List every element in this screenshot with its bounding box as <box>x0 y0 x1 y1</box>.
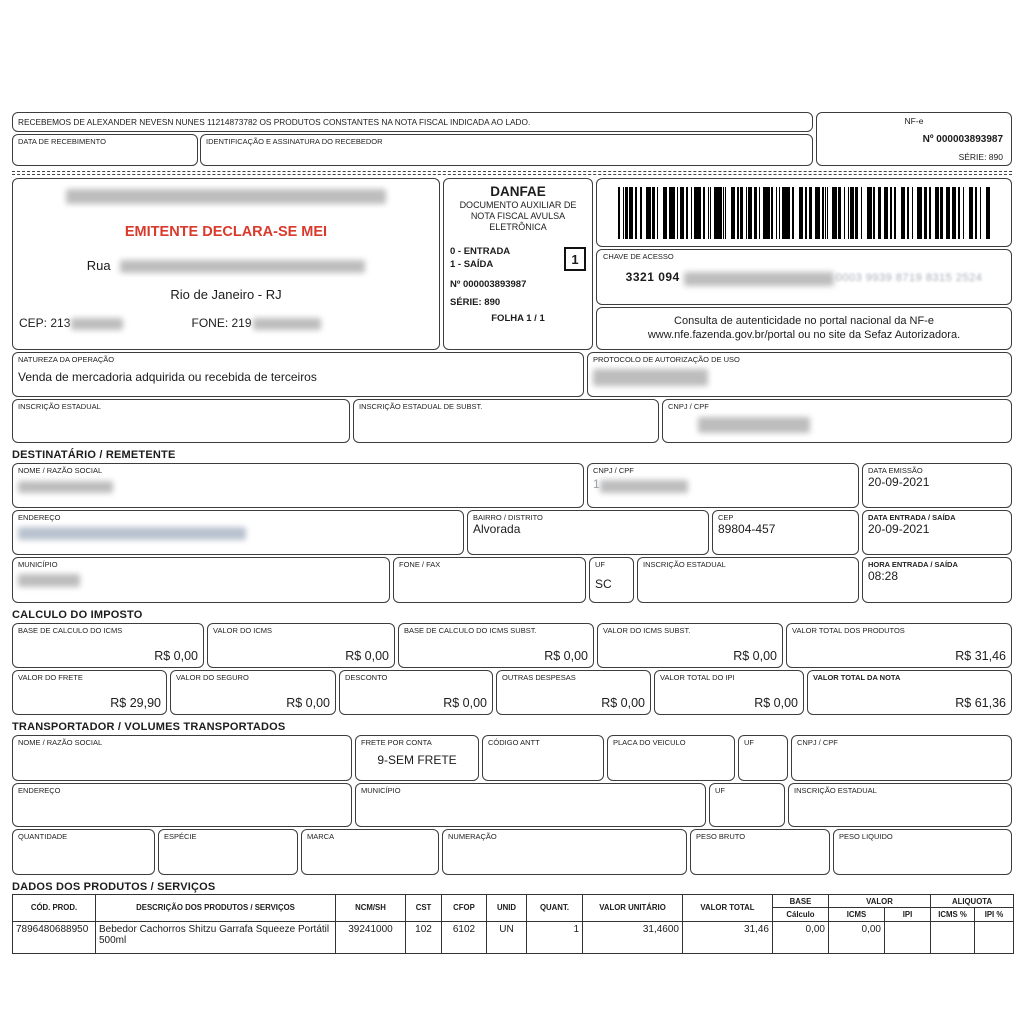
entry-date-value: 20-09-2021 <box>868 522 930 536</box>
issuer-box <box>12 178 440 350</box>
redacted-access-key <box>684 272 834 286</box>
nfe-number: Nº 000003893987 <box>922 133 1003 145</box>
recipient-name-label: NOME / RAZÃO SOCIAL <box>18 466 103 475</box>
product-ncm: 39241000 <box>336 921 406 953</box>
redacted-recipient-name <box>18 481 113 493</box>
carrier-ie-box <box>788 783 1012 827</box>
discount-label: DESCONTO <box>345 673 388 682</box>
col-unit: UNID <box>487 895 527 922</box>
numbering-label: NUMERAÇÃO <box>448 832 497 841</box>
authenticity-note-box <box>596 307 1012 350</box>
operation-nature-value: Venda de mercadoria adquirida ou recebida de terceiros <box>18 370 317 384</box>
col-cst: CST <box>406 895 442 922</box>
carrier-uf-label: UF <box>744 738 754 747</box>
issuer-cep-prefix: CEP: 213 <box>19 316 71 331</box>
icms-subst-base-box <box>398 623 594 668</box>
col-icms: ICMS <box>829 908 885 921</box>
colgroup-base: BASE <box>773 895 829 908</box>
ipi-total-label: VALOR TOTAL DO IPI <box>660 673 735 682</box>
ipi-total-value: R$ 0,00 <box>754 696 798 711</box>
col-description: DESCRIÇÃO DOS PRODUTOS / SERVIÇOS <box>96 895 336 922</box>
redacted-issuer-cep <box>71 318 123 330</box>
product-total-value: 31,46 <box>683 921 773 953</box>
ipi-total-box <box>654 670 804 715</box>
col-ncm: NCM/SH <box>336 895 406 922</box>
discount-value: R$ 0,00 <box>443 696 487 711</box>
gross-weight-box <box>690 829 830 875</box>
colgroup-aliquota: ALIQUOTA <box>931 895 1014 908</box>
tax-section-title: CALCULO DO IMPOSTO <box>12 609 143 621</box>
recipient-ie-box <box>637 557 859 603</box>
issue-date-value: 20-09-2021 <box>868 475 930 489</box>
issuer-phone <box>192 316 434 330</box>
danfe-document <box>12 110 1012 954</box>
product-ipi-pct <box>975 921 1014 953</box>
icms-base-label: BASE DE CALCULO DO ICMS <box>18 626 123 635</box>
entry-time-label: HORA ENTRADA / SAÍDA <box>868 560 958 569</box>
species-label: ESPÉCIE <box>164 832 197 841</box>
col-quantity: QUANT. <box>527 895 583 922</box>
icms-value-value: R$ 0,00 <box>345 649 389 664</box>
product-unit-value: 31,4600 <box>583 921 683 953</box>
uf-label: UF <box>595 560 605 569</box>
danfae-folha: FOLHA 1 / 1 <box>491 313 545 325</box>
net-weight-label: PESO LIQUIDO <box>839 832 893 841</box>
recipient-ie-label: INSCRIÇÃO ESTADUAL <box>643 560 726 569</box>
uf-box <box>589 557 634 603</box>
redacted-issuer-cnpj <box>698 417 810 433</box>
col-ipi: IPI <box>885 908 931 921</box>
header-band <box>12 178 1012 350</box>
carrier-cnpj-box <box>791 735 1012 781</box>
operation-nature-box <box>12 352 584 397</box>
receipt-signature-box <box>200 134 813 166</box>
district-label: BAIRRO / DISTRITO <box>473 513 543 522</box>
recipient-section-title: DESTINATÁRIO / REMETENTE <box>12 449 176 461</box>
recipient-cep-label: CEP <box>718 513 734 522</box>
freight-type-label: FRETE POR CONTA <box>361 738 432 747</box>
carrier-uf2-box <box>709 783 785 827</box>
discount-box <box>339 670 493 715</box>
vehicle-plate-label: PLACA DO VEICULO <box>613 738 686 747</box>
nfe-number-box <box>816 112 1012 166</box>
issuer-mei-declaration: EMITENTE DECLARA-SE MEI <box>124 224 328 240</box>
danfae-box <box>443 178 593 350</box>
carrier-address-label: ENDEREÇO <box>18 786 61 795</box>
redacted-protocol <box>593 369 708 386</box>
receipt-date-label: DATA DE RECEBIMENTO <box>18 137 106 146</box>
carrier-ie-label: INSCRIÇÃO ESTADUAL <box>794 786 877 795</box>
receipt-signature-label: IDENTIFICAÇÃO E ASSINATURA DO RECEBEDOR <box>206 137 383 146</box>
uf-value: SC <box>595 577 612 591</box>
products-total-value: R$ 31,46 <box>955 649 1006 664</box>
freight-value-box <box>12 670 167 715</box>
quantity-label: QUANTIDADE <box>18 832 68 841</box>
insurance-value-box <box>170 670 336 715</box>
col-cfop: CFOP <box>442 895 487 922</box>
municipality-box <box>12 557 390 603</box>
invoice-total-value: R$ 61,36 <box>955 696 1006 711</box>
entry-time-value: 08:28 <box>868 569 899 583</box>
state-registration-label: INSCRIÇÃO ESTADUAL <box>18 402 101 411</box>
access-key-box <box>596 249 1012 305</box>
icms-subst-base-label: BASE DE CALCULO DO ICMS SUBST. <box>404 626 537 635</box>
icms-value-box <box>207 623 395 668</box>
colgroup-valor: VALOR <box>829 895 931 908</box>
carrier-name-label: NOME / RAZÃO SOCIAL <box>18 738 103 747</box>
protocol-box <box>587 352 1012 397</box>
products-total-box <box>786 623 1012 668</box>
col-total-value: VALOR TOTAL <box>683 895 773 922</box>
products-table <box>12 894 1014 954</box>
other-expenses-box <box>496 670 651 715</box>
recipient-cep-box <box>712 510 859 555</box>
recipient-cnpj-box <box>587 463 859 508</box>
icms-subst-value-label: VALOR DO ICMS SUBST. <box>603 626 691 635</box>
product-icms: 0,00 <box>829 921 885 953</box>
product-quantity: 1 <box>527 921 583 953</box>
gross-weight-label: PESO BRUTO <box>696 832 746 841</box>
redacted-recipient-address <box>18 527 246 540</box>
entry-time-box <box>862 557 1012 603</box>
access-key-prefix: 3321 094 <box>625 270 680 284</box>
recipient-address-label: ENDEREÇO <box>18 513 61 522</box>
insurance-value-label: VALOR DO SEGURO <box>176 673 249 682</box>
issue-date-label: DATA EMISSÃO <box>868 466 923 475</box>
entry-date-label: DATA ENTRADA / SAÍDA <box>868 513 956 522</box>
quantity-box <box>12 829 155 875</box>
freight-value-value: R$ 29,90 <box>110 696 161 711</box>
issuer-cnpj-label: CNPJ / CPF <box>668 402 709 411</box>
issuer-cnpj-box <box>662 399 1012 443</box>
issuer-phone-prefix: FONE: 219 <box>191 316 252 331</box>
subst-state-registration-box <box>353 399 659 443</box>
product-row <box>13 921 1014 953</box>
access-key-blurred-tail: 0003 9939 8719 8315 2524 <box>835 272 983 284</box>
phone-fax-box <box>393 557 586 603</box>
antt-code-box <box>482 735 604 781</box>
insurance-value-value: R$ 0,00 <box>286 696 330 711</box>
entry-date-box <box>862 510 1012 555</box>
net-weight-box <box>833 829 1012 875</box>
danfae-serie: SÉRIE: 890 <box>450 297 501 309</box>
receipt-statement: RECEBEMOS DE ALEXANDER NEVESN NUNES 11214873782 OS PRODUTOS CONSTANTES NA NOTA FISCAL INDICADA AO LADO. <box>12 112 813 132</box>
carrier-municipality-label: MUNICÍPIO <box>361 786 401 795</box>
issuer-street-prefix: Rua <box>86 258 111 273</box>
vehicle-plate-box <box>607 735 735 781</box>
nfe-label: NF-e <box>904 116 924 126</box>
freight-value-label: VALOR DO FRETE <box>18 673 83 682</box>
carrier-name-box <box>12 735 352 781</box>
carrier-uf2-label: UF <box>715 786 725 795</box>
product-ipi <box>885 921 931 953</box>
other-expenses-label: OUTRAS DESPESAS <box>502 673 576 682</box>
brand-label: MARCA <box>307 832 335 841</box>
col-base-calc: Cálculo <box>773 908 829 921</box>
recipient-name-box <box>12 463 584 508</box>
species-box <box>158 829 298 875</box>
district-box <box>467 510 709 555</box>
danfae-title: DANFAE <box>490 184 546 199</box>
freight-type-value: 9-SEM FRETE <box>377 753 457 767</box>
operation-nature-label: NATUREZA DA OPERAÇÃO <box>18 355 115 364</box>
phone-fax-label: FONE / FAX <box>399 560 441 569</box>
cut-line <box>12 171 1012 175</box>
recipient-cep-value: 89804-457 <box>718 522 776 536</box>
danfae-number: Nº 000003893987 <box>450 279 527 291</box>
product-code: 7896480688950 <box>13 921 96 953</box>
district-value: Alvorada <box>473 522 521 536</box>
invoice-total-label: VALOR TOTAL DA NOTA <box>813 673 901 682</box>
brand-box <box>301 829 439 875</box>
subst-state-registration-label: INSCRIÇÃO ESTADUAL DE SUBST. <box>359 402 483 411</box>
danfae-subtitle: DOCUMENTO AUXILIAR DE NOTA FISCAL AVULSA ELETRÔNICA <box>459 200 577 232</box>
col-icms-pct: ICMS % <box>931 908 975 921</box>
icms-base-box <box>12 623 204 668</box>
danfae-entrada: 0 - ENTRADA <box>450 246 511 258</box>
invoice-total-box <box>807 670 1012 715</box>
product-base-calc: 0,00 <box>773 921 829 953</box>
carrier-address-box <box>12 783 352 827</box>
col-product-code: CÓD. PROD. <box>13 895 96 922</box>
icms-subst-value-box <box>597 623 783 668</box>
col-ipi-pct: IPI % <box>975 908 1014 921</box>
carrier-uf-box <box>738 735 788 781</box>
product-icms-pct <box>931 921 975 953</box>
carrier-municipality-box <box>355 783 706 827</box>
product-cfop: 6102 <box>442 921 487 953</box>
issuer-street <box>87 258 365 273</box>
barcode-image <box>618 187 990 239</box>
barcode-box <box>596 178 1012 247</box>
protocol-label: PROTOCOLO DE AUTORIZAÇÃO DE USO <box>593 355 740 364</box>
danfae-saida: 1 - SAÍDA <box>450 259 494 271</box>
recipient-cnpj-label: CNPJ / CPF <box>593 466 634 475</box>
icms-subst-value-value: R$ 0,00 <box>733 649 777 664</box>
icms-subst-base-value: R$ 0,00 <box>544 649 588 664</box>
redacted-recipient-cnpj <box>600 480 688 493</box>
antt-code-label: CÓDIGO ANTT <box>488 738 540 747</box>
col-unit-value: VALOR UNITÁRIO <box>583 895 683 922</box>
carrier-cnpj-label: CNPJ / CPF <box>797 738 838 747</box>
icms-base-value: R$ 0,00 <box>154 649 198 664</box>
icms-value-label: VALOR DO ICMS <box>213 626 273 635</box>
issue-date-box <box>862 463 1012 508</box>
receipt-date-box <box>12 134 198 166</box>
access-key-label: CHAVE DE ACESSO <box>603 252 674 261</box>
redacted-municipality <box>18 574 80 587</box>
issuer-cep <box>19 316 192 330</box>
carrier-section-title: TRANSPORTADOR / VOLUMES TRANSPORTADOS <box>12 721 286 733</box>
authenticity-note: Consulta de autenticidade no portal nacional da NF-e www.nfe.fazenda.gov.br/portal ou no site da Sefaz Autorizadora. <box>647 314 961 341</box>
nfe-serie: SÉRIE: 890 <box>958 152 1003 162</box>
redacted-issuer-street <box>120 260 365 273</box>
product-description: Bebedor Cachorros Shitzu Garrafa Squeeze Portátil 500ml <box>96 921 336 953</box>
recipient-cnpj-prefix: 1 <box>593 477 600 492</box>
product-unit: UN <box>487 921 527 953</box>
redacted-issuer-name <box>66 189 386 204</box>
freight-type-box <box>355 735 479 781</box>
products-total-label: VALOR TOTAL DOS PRODUTOS <box>792 626 905 635</box>
other-expenses-value: R$ 0,00 <box>601 696 645 711</box>
danfae-tipo-box: 1 <box>564 247 586 271</box>
product-cst: 102 <box>406 921 442 953</box>
numbering-box <box>442 829 687 875</box>
products-section-title: DADOS DOS PRODUTOS / SERVIÇOS <box>12 881 216 893</box>
recipient-address-box <box>12 510 464 555</box>
municipality-label: MUNICÍPIO <box>18 560 58 569</box>
access-key-value <box>603 270 1005 284</box>
state-registration-box <box>12 399 350 443</box>
receipt-stub <box>12 112 1012 166</box>
redacted-issuer-phone <box>253 318 321 330</box>
issuer-city: Rio de Janeiro - RJ <box>170 287 282 303</box>
